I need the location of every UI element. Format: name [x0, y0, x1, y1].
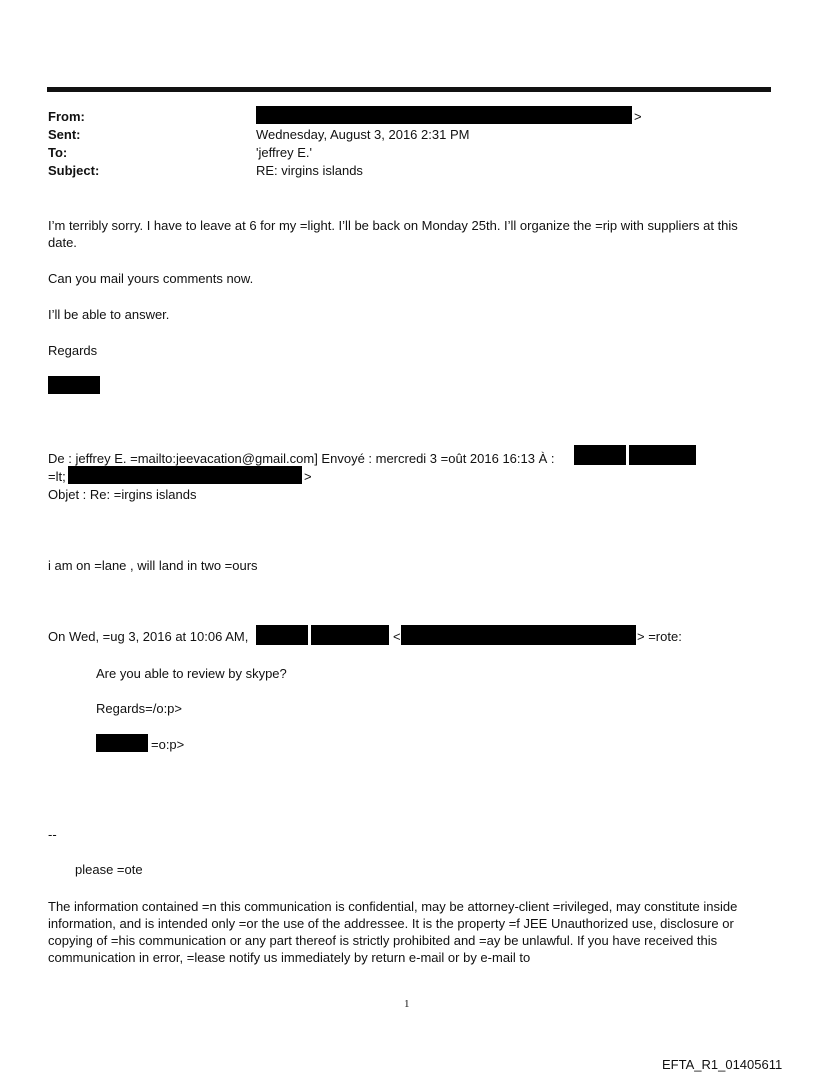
please-note: please =ote — [75, 862, 143, 877]
redaction-recipient-email — [68, 466, 302, 484]
quoted-signature-suffix: =o:p> — [151, 737, 185, 752]
redaction-signature — [48, 376, 100, 394]
quoted-subject: Objet : Re: =irgins islands — [48, 487, 197, 502]
redaction-sender-last — [311, 625, 389, 645]
subject-value: RE: virgins islands — [256, 163, 363, 178]
redaction-from — [256, 106, 632, 124]
redaction-sender-email — [401, 625, 636, 645]
body-paragraph-2: Can you mail yours comments now. — [48, 271, 254, 286]
on-wed-prefix: On Wed, =ug 3, 2016 at 10:06 AM, — [48, 629, 249, 644]
redaction-recipient-first — [574, 445, 626, 465]
page-number: 1 — [404, 998, 410, 1010]
redaction-quoted-signature — [96, 734, 148, 752]
sent-value: Wednesday, August 3, 2016 2:31 PM — [256, 127, 470, 142]
header-rule — [47, 87, 771, 92]
to-label: To: — [48, 145, 68, 160]
redaction-sender-first — [256, 625, 308, 645]
redaction-recipient-last — [629, 445, 696, 465]
quoted-regards: Regards=/o:p> — [96, 701, 183, 716]
on-wed-suffix: > =rote: — [637, 629, 682, 644]
body-regards: Regards — [48, 343, 98, 358]
quoted-header-line-1: De : jeffrey E. =mailto:jeevacation@gmail.com] Envoyé : mercredi 3 =oût 2016 16:13 À : — [48, 451, 555, 466]
to-value: 'jeffrey E.' — [256, 145, 313, 160]
quoted-header-line-2-prefix: =lt; — [48, 469, 66, 484]
bates-number: EFTA_R1_01405611 — [662, 1057, 783, 1072]
reply-text: i am on =lane , will land in two =ours — [48, 558, 258, 573]
disclaimer-text: The information contained =n this communication is confidential, may be attorney-client =rivileged, may constitute inside information, and is intended only =or the use of the addressee. It is the property =f JEE Unauthorized use, disclosure or copying of =his communication or any part thereof is strictly prohibited and =ay be unlawful. If you have received this communication in error, =lease notify us immediately by return e-mail or by e-mail to — [48, 899, 738, 965]
subject-label: Subject: — [48, 163, 100, 178]
from-value-suffix: > — [634, 109, 642, 124]
on-wed-lt: < — [393, 629, 401, 644]
quoted-header-line-2-suffix: > — [304, 469, 312, 484]
signature-dashes: -- — [48, 827, 57, 842]
body-paragraph-1: I’m terribly sorry. I have to leave at 6 for my =light. I’ll be back on Monday 25th. I’ll organize the =rip with suppliers at this date. — [48, 218, 738, 250]
from-label: From: — [48, 109, 85, 124]
sent-label: Sent: — [48, 127, 81, 142]
body-paragraph-3: I’ll be able to answer. — [48, 307, 170, 322]
quoted-review-question: Are you able to review by skype? — [96, 666, 287, 681]
